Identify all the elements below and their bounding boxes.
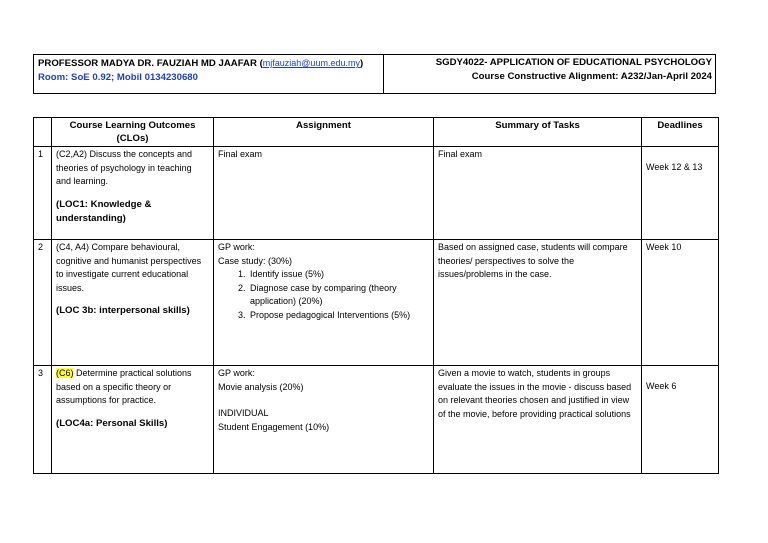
loc-label: (LOC 3b: interpersonal skills) [56,305,190,316]
assignment-subtitle: Case study: (30%) [218,255,293,266]
course-info [384,55,715,93]
alignment-table [33,117,719,474]
row-number: 3 [34,366,52,474]
loc-label: (LOC4a: Personal Skills) [56,417,168,429]
table-row [34,147,719,240]
instructor-name: PROFESSOR MADYA DR. FAUZIAH MD JAAFAR [38,58,257,69]
assignment-title: GP work: [218,368,255,378]
assignment-title: GP work: [218,242,255,252]
table-row [34,366,719,474]
summary-cell: Based on assigned case, students will compare theories/ perspectives to solve the issues/problems in the case. [434,240,642,366]
clo-text: (C4, A4) Compare behavioural, cognitive and humanist perspectives to investigate current educational issues. [56,242,202,293]
assignment-extra-title: INDIVIDUAL [218,408,269,418]
summary-cell: Final exam [434,147,642,240]
row-number: 1 [34,147,52,240]
list-item: 3. Propose pedagogical Interventions (5%) [248,309,429,323]
assignment-subtitle: Movie analysis (20%) [218,381,304,392]
assignment-cell [214,240,434,366]
clo-text: Determine practical solutions based on a specific theory or assumptions for practice. [56,368,192,405]
course-alignment: Course Constructive Alignment: A232/Jan-April 2024 [471,71,712,82]
list-item: 2. Diagnose case by comparing (theory application) (20%) [248,282,429,309]
assignment-title: Final exam [218,149,263,159]
clo-header: Course Learning Outcomes (CLOs) [52,118,214,147]
assignment-header: Assignment [214,118,434,147]
clo-cell [52,240,214,366]
clo-text: (C2,A2) Discuss the concepts and theories of psychology in teaching and learning. [56,149,193,186]
clo-cell [52,147,214,240]
deadline-cell: Week 6 [642,366,719,474]
table-header-row [34,118,719,147]
summary-header: Summary of Tasks [434,118,642,147]
assignment-cell [214,366,434,474]
instructor-info: PROFESSOR MADYA DR. FAUZIAH MD JAAFAR (mjfauziah@uum.edu.my) Room: SoE 0.92; Mobil 0134230680 [34,55,384,93]
loc-label: (LOC1: Knowledge & understanding) [56,198,152,224]
row-number: 2 [34,240,52,366]
deadline-header: Deadlines [642,118,719,147]
clo-cell [52,366,214,474]
room-info: Room: SoE 0.92; Mobil 0134230680 [38,72,198,83]
header-box [33,54,716,94]
table-row [34,240,719,366]
assignment-list [218,268,429,322]
email-link[interactable]: mjfauziah@uum.edu.my [262,58,360,68]
assignment-cell [214,147,434,240]
course-code: SGDY4022- APPLICATION OF EDUCATIONAL PSYCHOLOGY [435,57,712,68]
deadline-cell: Week 10 [642,240,719,366]
list-item: 1. Identify issue (5%) [248,268,429,282]
num-header [34,118,52,147]
clo-tag-highlight: (C6) [56,368,74,378]
assignment-extra: Student Engagement (10%) [218,421,330,432]
deadline-cell: Week 12 & 13 [642,147,719,240]
summary-cell: Given a movie to watch, students in groups evaluate the issues in the movie - discuss based on relevant theories chosen and justified in view of the movie, before providing practical solutions [434,366,642,474]
